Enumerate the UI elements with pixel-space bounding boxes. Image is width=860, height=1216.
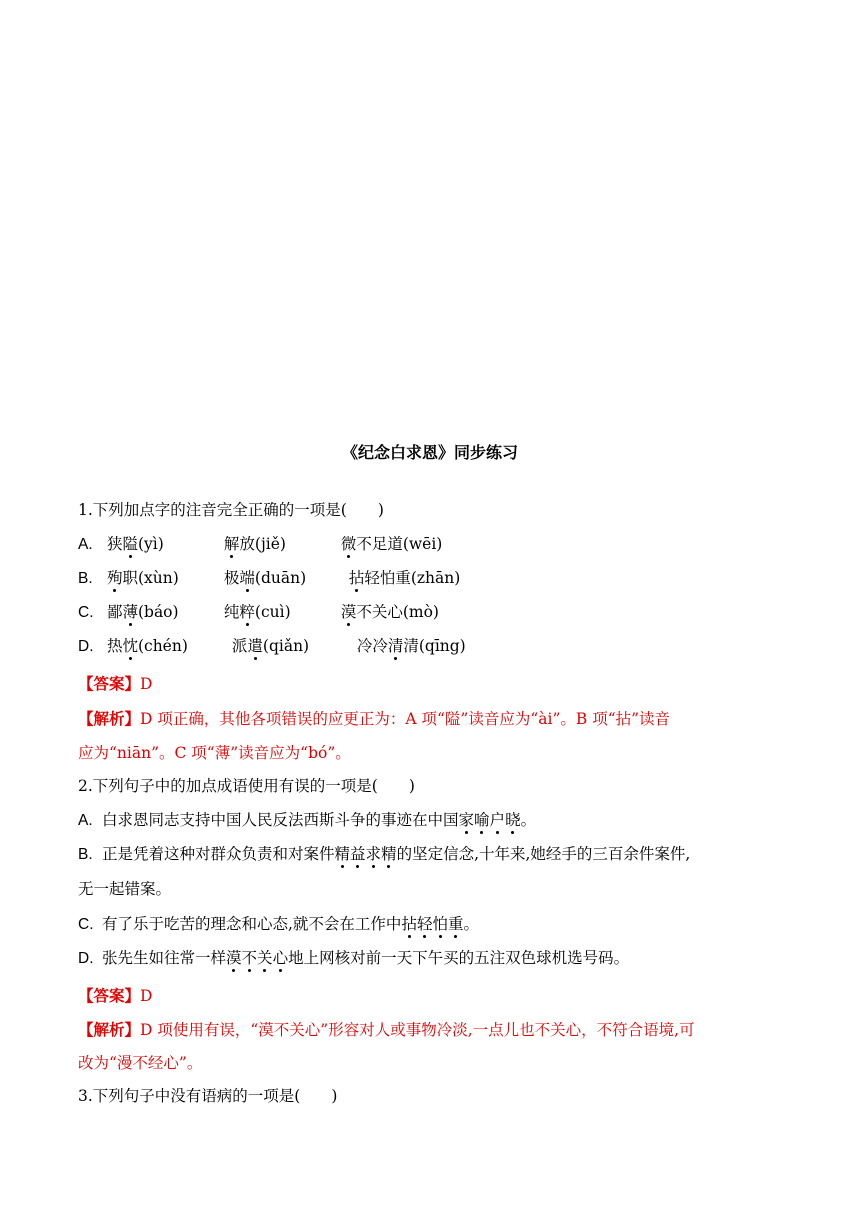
option-letter: A. (78, 536, 93, 553)
option-letter: D. (78, 638, 94, 655)
q1-d-item-2: 派遣(qiǎn) (231, 637, 310, 655)
q1-option-a (78, 533, 442, 556)
q2-option-b: B. 正是凭着这种对群众负责和对案件精益求精的坚定信念,十年来,她经手的三百余件案件, (78, 843, 690, 866)
page-title: 《纪念白求恩》同步练习 (341, 443, 518, 462)
q1-c-item-1: 鄙薄(báo) (106, 603, 179, 621)
q1-answer (78, 673, 152, 695)
q2-analysis-line-1 (78, 1019, 695, 1041)
q2-option-c: C. 有了乐于吃苦的理念和心态,就不会在工作中拈轻怕重。 (78, 913, 479, 936)
answer-tag: 【答案】 (78, 987, 141, 1005)
q1-a-item-3: 微不足道(wēi) (340, 535, 443, 553)
question-2-stem: 2.下列句子中的加点成语使用有误的一项是( ) (78, 777, 415, 795)
answer-value: D (140, 675, 153, 693)
q1-analysis-line-2: 应为“niān”。C 项“薄”读音应为“bó”。 (78, 744, 351, 762)
analysis-text: D 项使用有误，“漠不关心”形容对人或事物冷淡,一点儿也不关心，不符合语境,可 (140, 1021, 695, 1039)
q2-analysis-line-2: 改为“漫不经心”。 (78, 1054, 203, 1072)
analysis-tag: 【解析】 (78, 1021, 141, 1039)
option-letter: C. (78, 604, 94, 621)
q1-b-item-2: 极端(duān) (223, 569, 307, 587)
q1-option-d (78, 635, 466, 658)
q1-c-item-3: 漠不关心(mò) (340, 603, 439, 621)
option-letter: A. (78, 812, 93, 829)
q2-answer (78, 985, 152, 1007)
option-letter: C. (78, 916, 94, 933)
q1-b-item-3: 拈轻怕重(zhān) (348, 569, 461, 587)
question-1-stem: 1.下列加点字的注音完全正确的一项是( ) (78, 501, 384, 519)
q1-a-item-1: 狭隘(yì) (106, 535, 164, 553)
q1-a-item-2: 解放(jiě) (223, 535, 286, 553)
option-letter: D. (78, 950, 94, 967)
dotted-idiom: 精益求精 (334, 845, 397, 863)
analysis-tag: 【解析】 (78, 710, 141, 728)
q1-d-item-1: 热忱(chén) (106, 637, 188, 655)
q1-analysis-line-1 (78, 708, 670, 730)
analysis-text: D 项正确，其他各项错误的应更正为：A 项“隘”读音应为“ài”。B 项“拈”读音 (140, 710, 671, 728)
answer-tag: 【答案】 (78, 675, 141, 693)
q2-option-b-cont: 无一起错案。 (78, 880, 172, 898)
option-letter: B. (78, 570, 93, 587)
q1-option-b (78, 567, 460, 590)
question-3-stem: 3.下列句子中没有语病的一项是( ) (78, 1087, 338, 1105)
q1-b-item-1: 殉职(xùn) (106, 569, 179, 587)
q1-option-c (78, 601, 439, 624)
q1-c-item-2: 纯粹(cuì) (223, 603, 291, 621)
dotted-idiom: 拈轻怕重 (401, 915, 464, 933)
dotted-idiom: 家喻户晓 (458, 811, 521, 829)
q2-option-a: A. 白求恩同志支持中国人民反法西斯斗争的事迹在中国家喻户晓。 (78, 809, 536, 832)
option-letter: B. (78, 846, 93, 863)
q1-d-item-3: 冷冷清清(qīng) (356, 637, 466, 655)
dotted-idiom: 漠不关心 (226, 949, 289, 967)
answer-value: D (140, 987, 153, 1005)
q2-option-d: D. 张先生如往常一样漠不关心地上网核对前一天下午买的五注双色球机选号码。 (78, 947, 629, 970)
